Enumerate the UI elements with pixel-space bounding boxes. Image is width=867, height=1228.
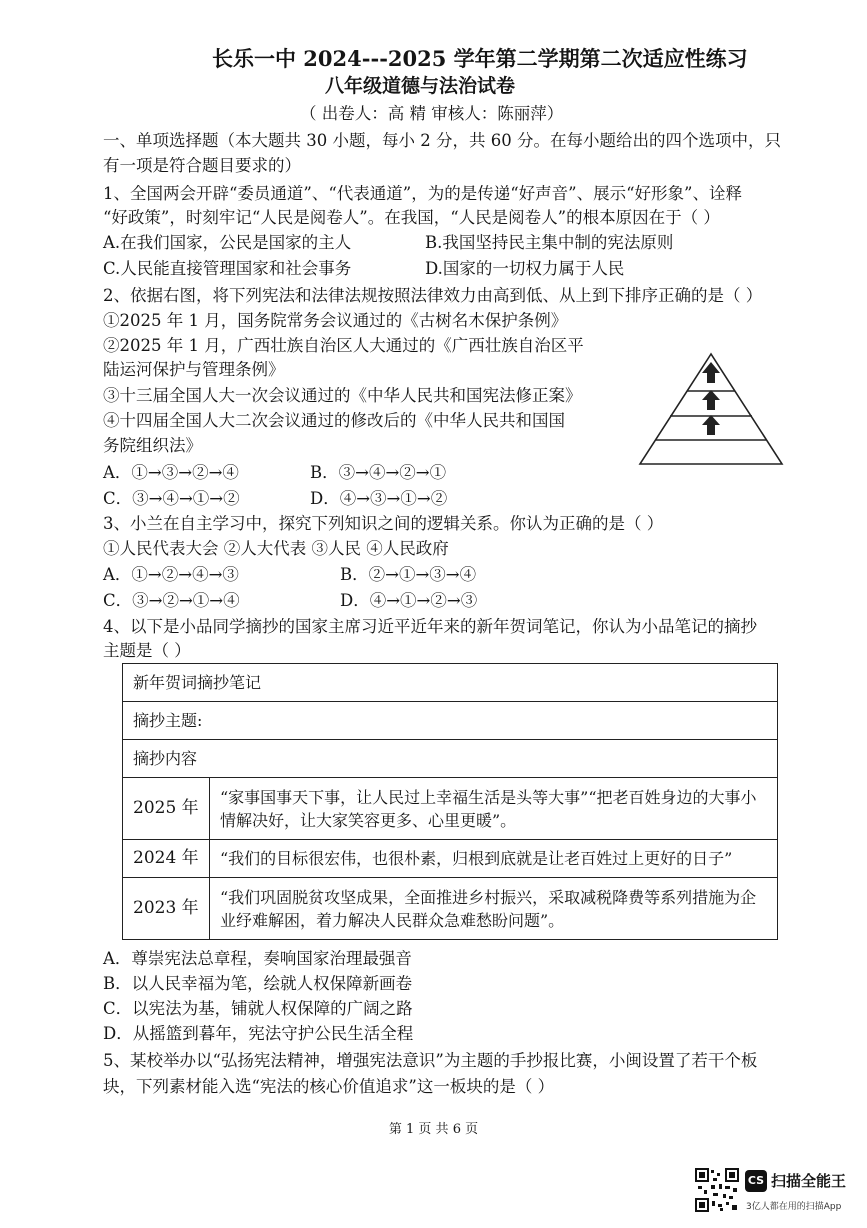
q4-option-c: C．以宪法为基，铺就人权保障的广阔之路 bbox=[103, 999, 413, 1018]
q2-item-2: ②2025 年 1 月，广西壮族自治区人大通过的《广西壮族自治区平 bbox=[103, 336, 584, 355]
q5-stem: 5、某校举办以“弘扬宪法精神，增强宪法意识”为主题的手抄报比赛，小闽设置了若干个板 bbox=[103, 1051, 758, 1070]
q1-stem-cont: “好政策”，时刻牢记“人民是阅卷人”。在我国，“人民是阅卷人”的根本原因在于（ ） bbox=[103, 208, 720, 227]
q3-option-d: D．④→①→②→③ bbox=[340, 591, 478, 610]
q3-option-b: B．②→①→③→④ bbox=[340, 565, 477, 584]
q2-item-4-cont: 务院组织法》 bbox=[103, 436, 202, 455]
table-row bbox=[123, 878, 778, 940]
row-text: “我们巩固脱贫攻坚成果，全面推进乡村振兴，采取减税降费等系列措施为企业纾难解困，着力解决人民群众急难愁盼问题”。 bbox=[210, 878, 778, 940]
table-row bbox=[123, 778, 778, 840]
q4-option-b: B．以人民幸福为笔，绘就人权保障新画卷 bbox=[103, 974, 413, 993]
row-year: 2025 年 bbox=[123, 778, 210, 840]
row-text: “家事国事天下事，让人民过上幸福生活是头等大事”“把老百姓身边的大事小情解决好，让大家笑容更多、心里更暖”。 bbox=[210, 778, 778, 840]
q2-option-d: D．④→③→①→② bbox=[310, 489, 448, 508]
up-arrow-icon bbox=[702, 415, 720, 435]
q3-option-c: C．③→②→①→④ bbox=[103, 591, 240, 610]
qr-code-icon bbox=[695, 1168, 739, 1212]
scanner-tagline: 3亿人都在用的扫描App bbox=[746, 1202, 842, 1212]
up-arrow-icon bbox=[702, 390, 720, 410]
row-text: “我们的目标很宏伟，也很朴素，归根到底就是让老百姓过上更好的日子” bbox=[210, 840, 778, 878]
row-year: 2024 年 bbox=[123, 840, 210, 878]
q2-item-3: ③十三届全国人大一次会议通过的《中华人民共和国宪法修正案》 bbox=[103, 386, 582, 405]
q2-item-4: ④十四届全国人大二次会议通过的修改后的《中华人民共和国国 bbox=[103, 411, 565, 430]
exam-authors: （ 出卷人：高 精 审核人：陈丽萍） bbox=[300, 104, 564, 123]
q3-stem: 3、小兰在自主学习中，探究下列知识之间的逻辑关系。你认为正确的是（ ） bbox=[103, 514, 664, 533]
q3-items: ①人民代表大会 ②人大代表 ③人民 ④人民政府 bbox=[103, 539, 449, 558]
q1-option-b: B.我国坚持民主集中制的宪法原则 bbox=[425, 233, 674, 252]
law-hierarchy-pyramid bbox=[636, 352, 786, 468]
new-year-notes-table bbox=[122, 663, 778, 940]
q1-option-a: A.在我们国家，公民是国家的主人 bbox=[103, 233, 352, 252]
q4-option-a: A．尊崇宪法总章程，奏响国家治理最强音 bbox=[103, 949, 412, 968]
section-heading: 一、单项选择题（本大题共 30 小题，每小 2 分，共 60 分。在每小题给出的四个选项中，只 bbox=[103, 131, 781, 150]
row-year: 2023 年 bbox=[123, 878, 210, 940]
q2-option-c: C．③→④→①→② bbox=[103, 489, 240, 508]
table-title: 新年贺词摘抄笔记 bbox=[123, 664, 778, 702]
q2-option-b: B．③→④→②→① bbox=[310, 463, 447, 482]
q1-option-d: D.国家的一切权力属于人民 bbox=[425, 259, 625, 278]
q4-stem: 4、以下是小品同学摘抄的国家主席习近平近年来的新年贺词笔记，你认为小品笔记的摘抄 bbox=[103, 617, 757, 636]
exam-title: 长乐一中 2024---2025 学年第二学期第二次适应性练习 bbox=[212, 46, 748, 71]
table-row bbox=[123, 840, 778, 878]
table-content-header: 摘抄内容 bbox=[123, 740, 778, 778]
q4-stem-cont: 主题是（ ） bbox=[103, 641, 191, 660]
q1-option-c: C.人民能直接管理国家和社会事务 bbox=[103, 259, 352, 278]
exam-subtitle: 八年级道德与法治试卷 bbox=[325, 75, 516, 97]
q5-stem-cont: 块，下列素材能入选“宪法的核心价值追求”这一板块的是（ ） bbox=[103, 1077, 555, 1096]
q2-option-a: A．①→③→②→④ bbox=[103, 463, 239, 482]
q2-item-2-cont: 陆运河保护与管理条例》 bbox=[103, 360, 285, 379]
scanner-logo-icon: CS bbox=[745, 1170, 767, 1192]
q2-stem: 2、依据右图，将下列宪法和法律法规按照法律效力由高到低、从上到下排序正确的是（ ） bbox=[103, 286, 763, 305]
q4-option-d: D．从摇篮到暮年，宪法守护公民生活全程 bbox=[103, 1024, 414, 1043]
page-number: 第 1 页 共 6 页 bbox=[388, 1122, 479, 1137]
table-theme-row: 摘抄主题: bbox=[123, 702, 778, 740]
q2-item-1: ①2025 年 1 月，国务院常务会议通过的《古树名木保护条例》 bbox=[103, 311, 568, 330]
scanner-app-name: 扫描全能王 bbox=[771, 1172, 847, 1190]
q3-option-a: A．①→②→④→③ bbox=[103, 565, 239, 584]
section-heading-cont: 有一项是符合题目要求的） bbox=[103, 156, 301, 175]
q1-stem: 1、全国两会开辟“委员通道”、“代表通道”，为的是传递“好声音”、展示“好形象”、诠释 bbox=[103, 184, 742, 203]
